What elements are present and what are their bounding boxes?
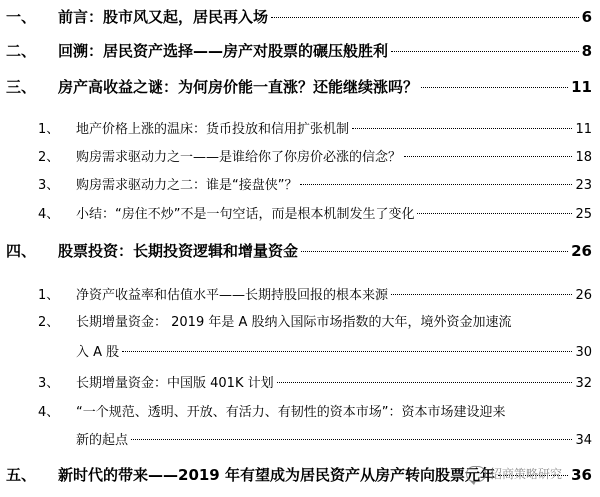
- toc-entry[interactable]: [0, 76, 600, 100]
- toc-page: 11: [571, 78, 592, 96]
- toc-title: 购房需求驱动力之二：谁是“接盘侠”？: [76, 178, 298, 193]
- toc-page: 23: [575, 178, 592, 193]
- toc-subentry[interactable]: [0, 118, 600, 140]
- watermark-text: 招商策略研究: [489, 467, 562, 481]
- dot-leader: [131, 439, 572, 440]
- dot-leader: [352, 128, 572, 129]
- dot-leader: [421, 87, 568, 88]
- dot-leader: [300, 184, 572, 185]
- toc-number: 3、: [38, 178, 60, 193]
- dot-leader: [271, 17, 579, 18]
- toc-entry[interactable]: [0, 40, 600, 64]
- toc-entry[interactable]: [0, 240, 600, 264]
- toc-entry[interactable]: [0, 6, 600, 30]
- toc-title: 长期增量资金：中国版 401K 计划: [76, 376, 274, 391]
- toc-number: 1、: [38, 288, 60, 303]
- toc-page: 25: [575, 207, 592, 222]
- toc-number: 二、: [6, 42, 37, 60]
- dot-leader: [404, 156, 572, 157]
- watermark: [466, 465, 562, 482]
- dot-leader: [391, 294, 572, 295]
- toc-page: 34: [575, 433, 592, 448]
- toc-subentry[interactable]: [0, 401, 600, 457]
- toc-number: 4、: [38, 405, 60, 420]
- toc-number: 1、: [38, 122, 60, 137]
- dot-leader: [301, 251, 568, 252]
- toc-title: 新时代的带来——2019 年有望成为居民资产从房产转向股票元年: [58, 466, 495, 484]
- dot-leader: [417, 213, 572, 214]
- toc-page: 26: [575, 288, 592, 303]
- toc-title: 净资产收益率和估值水平——长期持股回报的根本来源: [76, 288, 389, 303]
- toc-number: 一、: [6, 8, 37, 26]
- toc-subentry[interactable]: [0, 203, 600, 225]
- toc-page: 8: [581, 42, 592, 60]
- toc-page: 26: [571, 242, 592, 260]
- toc-title-continued: 新的起点: [76, 433, 129, 448]
- toc-number: 2、: [38, 150, 60, 165]
- toc-title: 地产价格上涨的温床：货币投放和信用扩张机制: [76, 122, 350, 137]
- toc-title: 小结：“房住不炒”不是一句空话，而是根本机制发生了变化: [76, 207, 415, 222]
- dot-leader: [277, 382, 573, 383]
- toc-page: 11: [575, 122, 592, 137]
- toc-title: 前言：股市风又起，居民再入场: [58, 8, 269, 26]
- toc-number: 四、: [6, 242, 37, 260]
- toc-number: 4、: [38, 207, 60, 222]
- wechat-icon: [466, 466, 486, 482]
- toc-page: 36: [571, 466, 592, 484]
- toc-subentry[interactable]: [0, 174, 600, 196]
- toc-subentry[interactable]: [0, 284, 600, 306]
- toc-page: 30: [575, 345, 592, 360]
- toc-title: 回溯：居民资产选择——房产对股票的碾压般胜利: [58, 42, 389, 60]
- toc-number: 3、: [38, 376, 60, 391]
- toc-subentry[interactable]: [0, 372, 600, 394]
- toc-number: 2、: [38, 315, 60, 330]
- toc-subentry[interactable]: [0, 146, 600, 168]
- dot-leader: [391, 51, 579, 52]
- toc-title: 购房需求驱动力之一——是谁给你了你房价必涨的信念？: [76, 150, 402, 165]
- toc-subentry[interactable]: [0, 311, 600, 367]
- toc-title: 房产高收益之谜：为何房价能一直涨？还能继续涨吗？: [58, 78, 419, 96]
- toc-title-continued: 入 A 股: [76, 345, 120, 360]
- toc-number: 五、: [6, 466, 37, 484]
- dot-leader: [122, 351, 572, 352]
- toc-title: “一个规范、透明、开放、有活力、有韧性的资本市场”：资本市场建设迎来: [76, 405, 506, 420]
- toc-page: 6: [581, 8, 592, 26]
- toc-page: 18: [575, 150, 592, 165]
- toc-page: 32: [575, 376, 592, 391]
- toc-title: 长期增量资金： 2019 年是 A 股纳入国际市场指数的大年，境外资金加速流: [76, 315, 512, 330]
- toc-number: 三、: [6, 78, 37, 96]
- toc-title: 股票投资：长期投资逻辑和增量资金: [58, 242, 299, 260]
